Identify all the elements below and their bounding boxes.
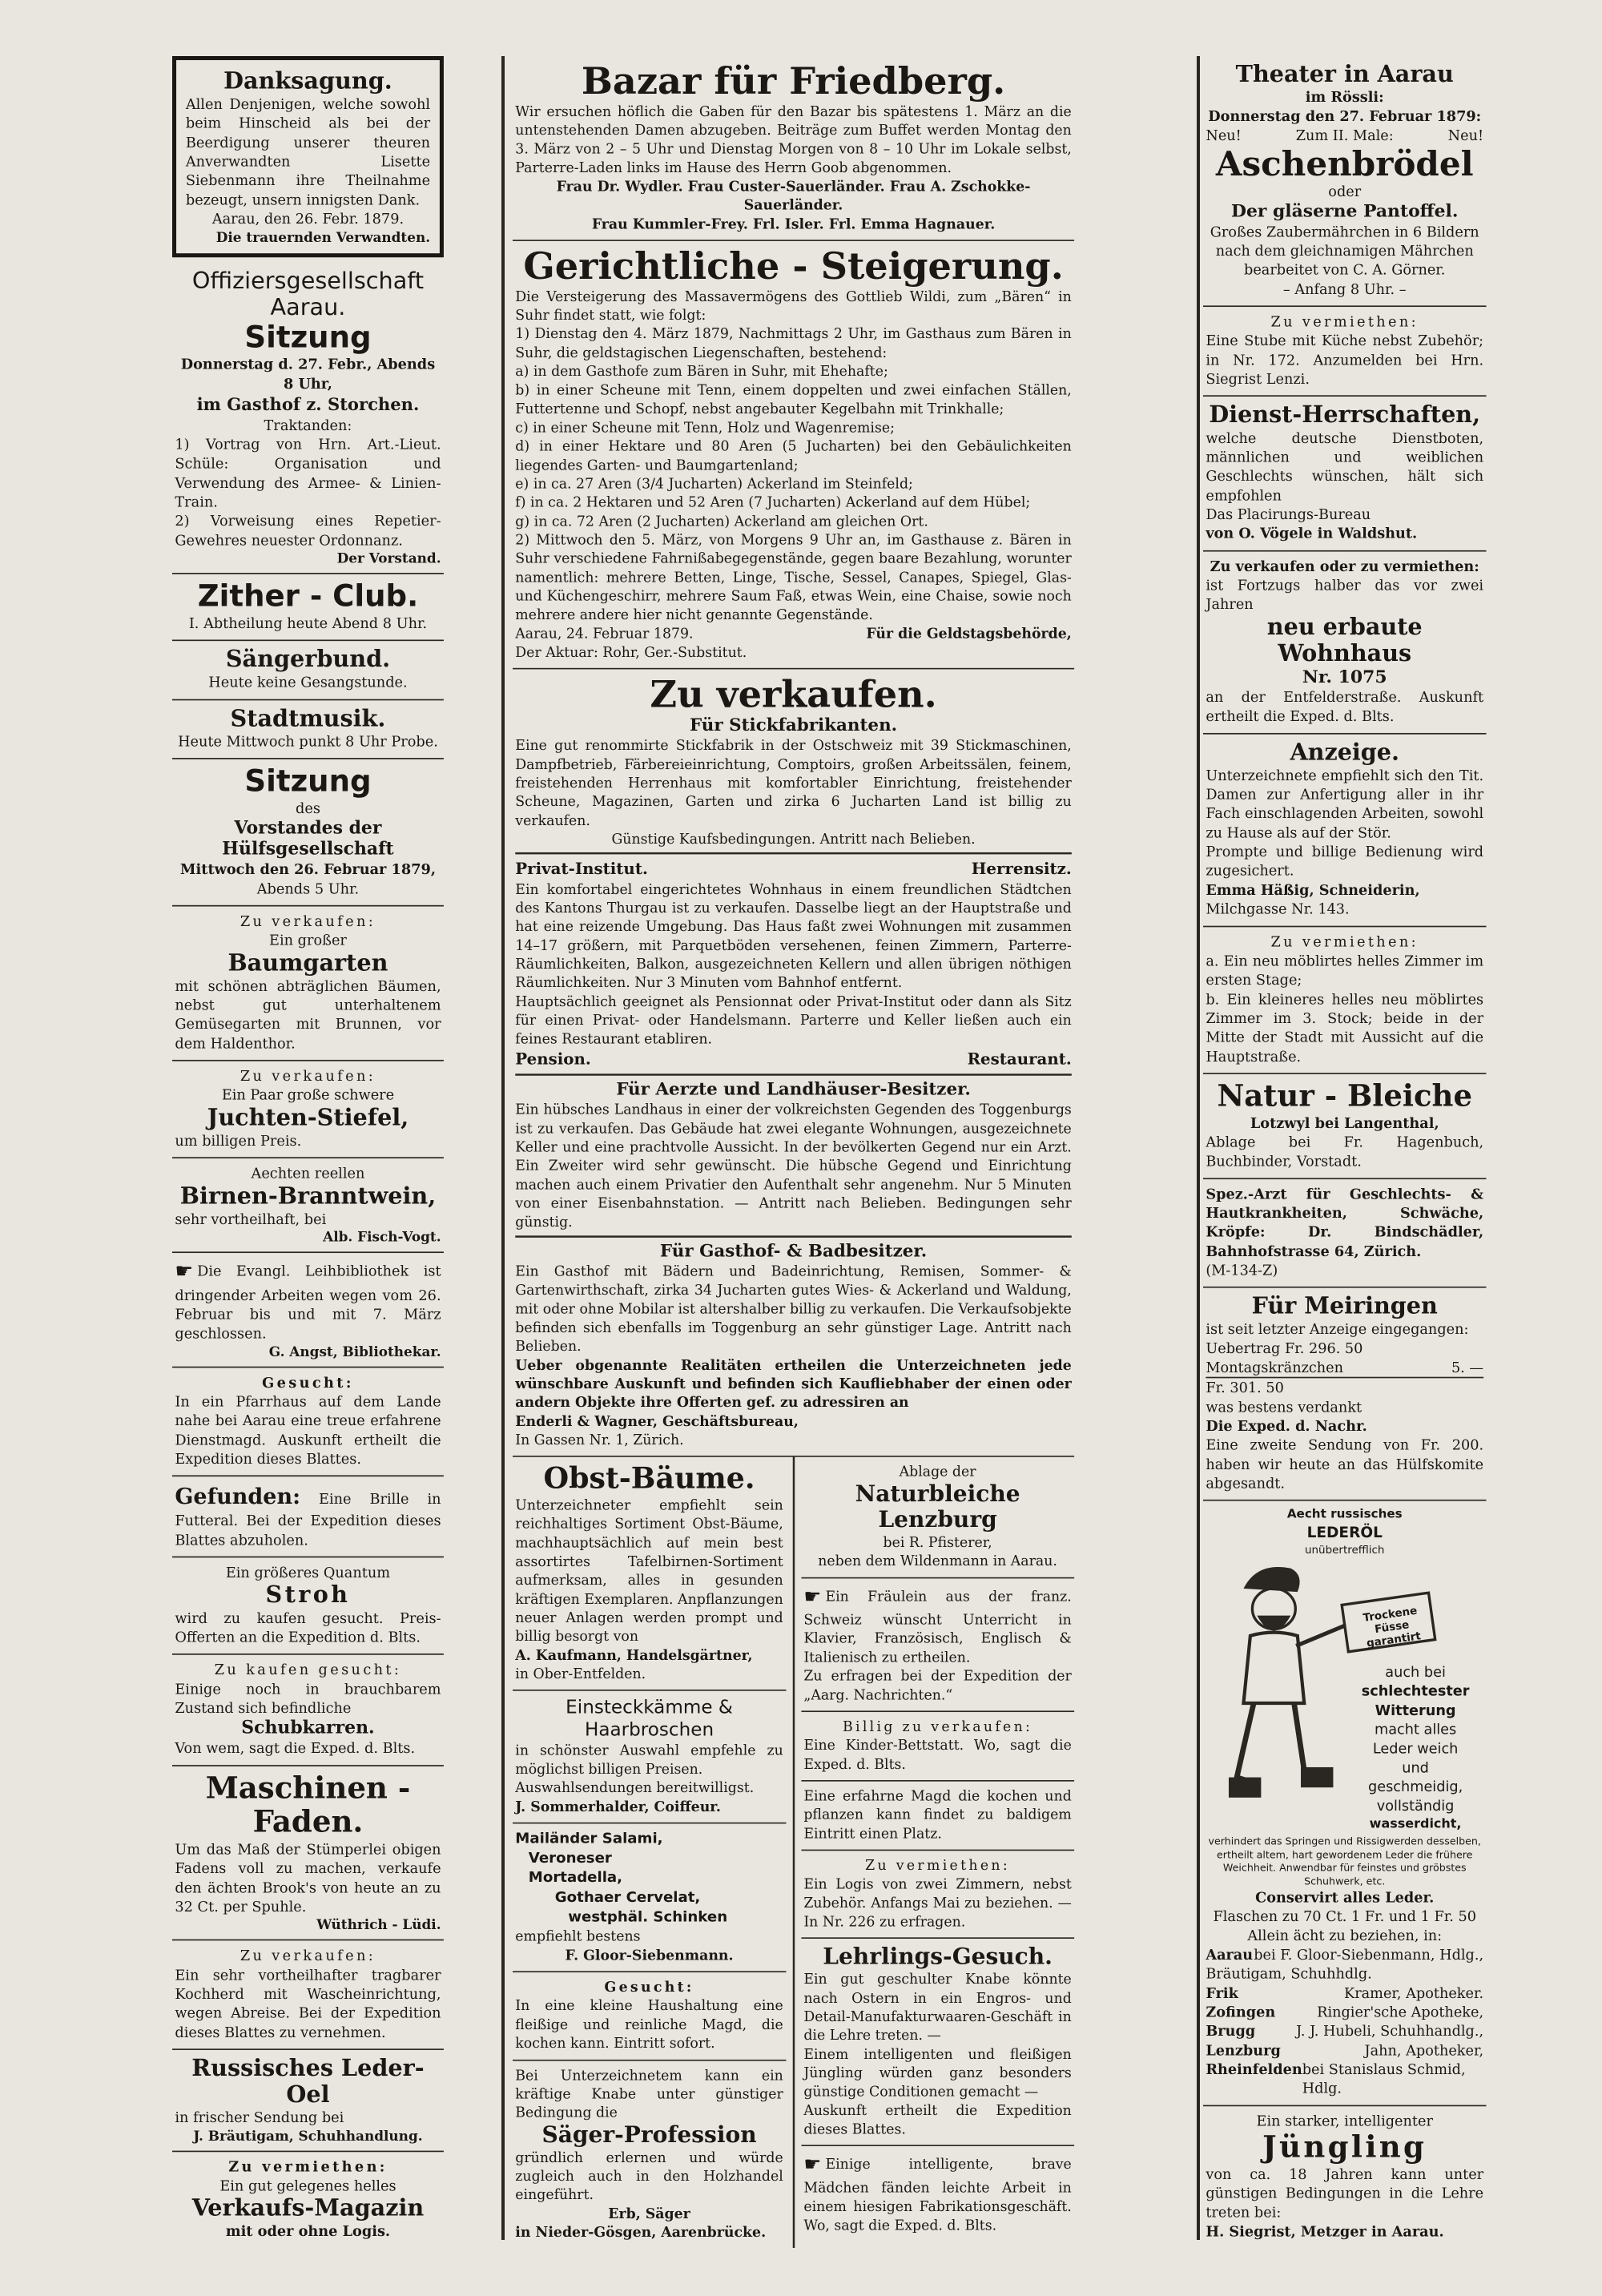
ad-item: g) in ca. 72 Aren (2 Jucharten) Ackerland am gleichen Ort. [515,513,928,530]
ad-text: Eine zweite Sendung von Fr. 200. haben wir heute an das Hülfskomite abgesandt. [1206,1436,1484,1492]
ad-bazar [513,56,1074,241]
ad-text: von ca. 18 Jahren kann unter günstigen Bedingungen in die Lehre treten bei: [1206,2165,1484,2221]
column-left [172,56,444,2248]
ad-text: Bei Unterzeichnetem kann ein kräftige Knabe unter günstiger Bedingung die [515,2067,783,2121]
ad-text: Eine Stube mit Küche nebst Zubehör; in Nr. 172. Anzumelden bei Hrn. Siegrist Lenzi. [1206,332,1484,388]
ad-text: Ein hübsches Landhaus in einer der volkreichsten Gegenden des Toggenburgs ist zu verkaufen. Das Gebäude hat zwei elegante Wohnungen, ausgezeichnete Keller und eine prachtvolle Aussicht. In der bevölkerten Gegend nur ein Arzt. Ein Zweiter wird sehr gewünscht. Die hübsche Gegend und Einrichtung machen auch einem Privatier den Aufenthalt sehr angenehm. Nur 5 Minuten von einer Eisenbahnstation. — Antritt nach Belieben. Bedingungen sehr günstig. [515,1102,1072,1231]
ad-title: Gesucht: [262,1373,354,1391]
ad-title: Lehrlings-Gesuch. [823,1943,1053,1970]
subcolumn-right [795,1457,1074,2248]
dealer-name: J. J. Hubeli, Schuhhandlg., [1296,2023,1484,2040]
ad-baumgarten [172,906,444,1061]
ad-leihbibliothek [172,1253,444,1368]
ad-text: wird zu kaufen gesucht. Preis-Offerten an die Expedition d. Blts. [175,1609,441,1645]
ad-item: d) in einer Hektare und 80 Aren (5 Jucharten) bei den Gebäulichkeiten liegendes Garten- und Baumgartenland; [515,438,1072,473]
ad-kinder-bettstatt [801,1712,1074,1782]
ad-play-title: Aschenbrödel [1215,143,1474,184]
ad-names: Frau Dr. Wydler. Frau Custer-Sauerländer. Frau A. Zschokke-Sauerländer. [556,177,1031,213]
ad-signature: F. Gloor-Siebenmann. [565,1946,734,1964]
ad-signature: in Nieder-Gösgen, Aarenbrücke. [515,2223,767,2241]
ad-anzeige-schneiderin [1203,734,1486,927]
ad-signature: In Gassen Nr. 1, Zürich. [515,1432,684,1448]
ad-text: Zu erfragen bei der Expedition der „Aarg. Nachrichten.“ [803,1667,1072,1703]
ad-text: In ein Pfarrhaus auf dem Lande nahe bei Aarau eine treue erfahrene Dienstmagd. Auskunft ertheilt die Expedition dieses Blattes. [175,1393,441,1468]
ad-signature: Emma Häßig, Schneiderin, [1206,880,1420,898]
ad-when: Donnerstag d. 27. Febr., Abends 8 Uhr, [180,355,436,392]
ad-title: Anzeige. [1290,739,1399,766]
divider [515,852,1072,854]
ad-item: c) in einer Scheune mit Tenn, Holz und Wagenremise; [515,419,895,436]
ad-stadtmusik [172,700,444,759]
ad-text: Auswahlsendungen bereitwilligst. [515,1779,755,1796]
man-with-sign-illustration [1217,1561,1473,1831]
ad-text: Ein großer [269,932,347,949]
ad-text: Allen Denjenigen, welche sowohl beim Hinscheid als bei der Beerdigung unserer theuren Anverwandten Lisette Siebenmann ihre Theilnahme bezeugt, unsern innigsten Dank. [185,95,431,208]
ad-zu-verkaufen-group [513,670,1074,1457]
ad-huelfsgesellschaft [172,759,444,907]
ad-text: neben dem Wildenmann in Aarau. [818,1553,1057,1569]
ad-fuer-meiringen [1203,1288,1486,1501]
ad-when: Mittwoch den 26. Februar 1879, [179,860,436,878]
ad-signature: Milchgasse Nr. 143. [1206,900,1350,917]
ad-text: Neu! [1447,127,1484,144]
ad-stube [1203,307,1486,397]
ad-item: a) in dem Gasthofe zum Bären in Suhr, mit Ehehafte; [515,363,888,380]
ad-title: Gefunden: [175,1483,301,1509]
ad-signature: J. Bräutigam, Schuhhandlung. [193,2127,423,2144]
ad-juchten-stiefel [172,1061,444,1159]
ad-text: Ein Fräulein aus der franz. Schweiz wünscht Unterricht in Klavier, Französisch, Englisch & Italienisch zu ertheilen. [803,1588,1072,1666]
ad-text: Ein gut gelegenes helles [219,2177,396,2194]
ad-item: f) in ca. 2 Hektaren und 52 Aren (7 Jucharten) Ackerland auf dem Hübel; [515,494,1031,510]
ad-item: 2) Mittwoch den 5. März, von Morgens 9 Uhr an, im Gasthause z. Bären in Suhr verschiedene Fahrnißabegegenstände, gegen baare Bezahlung, worunter namentlich: mehrere Betten, Linge, Tische, Sessel, Canapes, Spiegel, Glas- und Küchengeschirr, mehrere Saum Faß, etwas Wein, eine Chaise, sowie noch mehrere andere hier nicht genannte Gegenstände. [515,531,1072,623]
section-title: Pension. [515,1049,591,1069]
ad-label: Traktanden: [264,417,352,434]
ad-title: Natur - Bleiche [1217,1078,1473,1114]
ad-item: Gothaer Cervelat, [554,1889,701,1906]
ad-gefunden [172,1476,444,1557]
ad-item: 1) Dienstag den 4. März 1879, Nachmittags 2 Uhr, im Gasthaus zum Bären in Suhr, die geldstagischen Liegenschaften, bestehend: [515,325,1072,361]
ad-text: ist Fortzugs halber das vor zwei Jahren [1206,577,1484,613]
ad-text: an der Entfelderstraße. Auskunft ertheilt die Exped. d. Blts. [1206,689,1484,725]
ad-lehrlings-gesuch [801,1939,1074,2146]
ad-signature: Enderli & Wagner, Geschäftsbureau, [515,1412,799,1429]
pointing-hand-icon: ☛ [175,1259,194,1283]
ad-text: Ein Gasthof mit Bädern und Badeinrichtung, Remisen, Sommer- & Gartenwirthschaft, zirka 34 Jucharten gutes Wies- & Ackerland und Waldung, mit oder ohne Mobilar ist altershalber billig zu verkaufen. Die Verkaufsobjekte befinden sich ebenfalls im Toggenburg an sehr günstiger Lage. Antritt nach Belieben. [515,1263,1072,1355]
column-rule-1 [501,56,505,2240]
sign-text: Trockene Füsse garantirt [1362,1604,1422,1650]
ad-text: mit schönen abträglichen Bäumen, nebst gut unterhaltenem Gemüsegarten mit Brunnen, vor dem Haldenthor. [175,977,441,1052]
ad-title: Birnen-Branntwein, [179,1182,437,1210]
ad-text: ist seit letzter Anzeige eingegangen: [1206,1321,1469,1338]
ad-saeger-profession [513,2060,786,2248]
section-title: Herrensitz. [971,859,1072,879]
ad-title: Baumgarten [227,949,388,977]
ad-item: b) in einer Scheune mit Tenn, einem doppelten und zwei einfachen Ställen, Futtertenne und Schopf, nebst angebauter Kegelbahn mit Trinkhalle; [515,381,1072,417]
ad-text: Eine erfahrne Magd die kochen und pflanzen kann findet zu baldigem Eintritt einen Platz. [803,1787,1072,1842]
ad-text: sehr vortheilhaft, bei [175,1210,327,1227]
ad-item: a. Ein neu möblirtes helles Zimmer im ersten Stage; [1206,953,1484,989]
ad-signature: Erb, Säger [608,2205,690,2221]
ad-title: Säger-Profession [541,2121,757,2149]
ad-label: Zu vermiethen: [865,1857,1010,1874]
ad-offiziersgesellschaft [172,263,444,574]
ad-title: Jüngling [1262,2129,1427,2165]
ad-text: Eine Kinder-Bettstatt. Wo, sagt die Exped. d. Blts. [803,1737,1072,1772]
ad-text: Allein ächt zu beziehen, in: [1247,1927,1443,1944]
ad-text: oder [1328,183,1362,200]
ad-gerichtliche-steigerung [513,241,1074,670]
ledger-value: 5. — [1451,1359,1484,1376]
ad-label: Zu verkaufen: [239,1948,376,1964]
ad-item: e) in ca. 27 Aren (3/4 Jucharten) Ackerland im Steinfeld; [515,475,913,492]
ad-verkaufs-magazin [172,2152,444,2248]
ad-title: Naturbleiche Lenzburg [855,1480,1020,1533]
ad-text: Eine gut renommirte Stickfabrik in der Ostschweiz mit 39 Stickmaschinen, Dampfbetrieb, Färbereieinrichtung, Comptoirs, großen Arbeitssälen, feinem, freistehenden Herrenhaus mit komfortabler Einrichtung, freistehender Scheune, Magazinen, Garten und zirka 6 Jucharten Land ist billig zu verkaufen. [515,737,1072,828]
ad-text: verhindert das Springen und Rissigwerden desselben, ertheilt altem, hart gewordenem Leder die frühere Weichheit. Anwendbar für feinstes und gröbstes Schuhwerk, etc. [1208,1835,1481,1887]
ad-title: Einsteckkämme & Haarbroschen [566,1696,733,1741]
pointing-hand-icon: ☛ [803,1585,822,1609]
ad-maschinen-faden [172,1766,444,1941]
ad-item: 2) Vorweisung eines Repetier-Gewehres neuester Ordonnanz. [175,513,441,549]
ad-einsteckkaemme [513,1691,786,1823]
dealer-name: bei Stanislaus Schmid, Hdlg. [1302,2060,1466,2097]
column-middle [513,56,1074,2248]
ad-naturbleiche-lenzburg [801,1457,1074,1578]
ad-fraeulein-unterricht [801,1578,1074,1712]
ad-price: Flaschen zu 70 Ct. 1 Fr. und 1 Fr. 50 [1213,1908,1476,1925]
ad-text: Heute Mittwoch punkt 8 Uhr Probe. [178,733,438,750]
ad-text: Unterzeichnete empfiehlt sich den Tit. Damen zur Anfertigung aller in ihr Fach einschlagenden Arbeiten, sowohl zu Hause als auf der Stör. [1206,767,1484,841]
ad-text: schlechtester Witterung [1361,1683,1470,1719]
ad-signature: Der Aktuar: Rohr, Ger.-Substitut. [515,644,747,661]
ad-zither-club [172,574,444,641]
ad-text: Prompte und billige Bedienung wird zugesichert. [1206,844,1484,880]
ad-title: Offiziersgesellschaft Aarau. [191,267,425,321]
ad-title: Russisches Leder-Oel [191,2054,425,2109]
ad-label: Zu vermiethen: [1270,313,1419,330]
ad-text: um billigen Preis. [175,1132,302,1150]
column-rule-2 [1197,56,1200,2240]
ad-text: I. Abtheilung heute Abend 8 Uhr. [188,614,428,632]
ad-title: LEDERÖL [1306,1524,1383,1541]
ad-title: Sängerbund. [225,646,391,673]
ad-text: Ein komfortabel eingerichtetes Wohnhaus in einem freundlichen Städtchen des Kantons Thurgau ist zu verkaufen. Dasselbe liegt an der Hauptstraße und hat eine reizende Umgebung. Das Haus faßt zwei Wohnungen mit zusammen 14–17 größern, mit Parquetböden versehenen, feinen Zimmern, Parterre-Räumlichkeiten, Balkon, ausgezeichneten Kellern und allen übrigen nöthigen Räumlichkeiten. Nur 3 Minuten vom Bahnhof entfernt. [515,880,1072,991]
ad-title: Für Meiringen [1251,1292,1438,1320]
dealer-town: Zofingen [1206,2003,1276,2020]
ad-title: Theater in Aarau [1235,60,1454,88]
ad-text: Ein größeres Quantum [225,1564,391,1581]
ad-title: Zu verkaufen. [650,672,937,717]
ad-place: Aarau, den 26. Febr. 1879. [211,211,405,228]
ad-text: Ein starker, intelligenter [1256,2113,1433,2129]
ad-subtitle: unübertrefflich [1304,1543,1385,1557]
ad-signature: Für die Geldstagsbehörde, [866,625,1072,642]
ad-text: Einige noch in brauchbarem Zustand sich befindliche [175,1681,441,1717]
ad-signature: von O. Vögele in Waldshut. [1206,525,1418,542]
dealer-town: Rheinfelden [1206,2060,1302,2078]
ad-title: Stroh [265,1581,351,1609]
ad-signature: Wüthrich - Lüdi. [316,1916,441,1933]
ad-dienst-herrschaften [1203,397,1486,551]
ad-text: mit oder ohne Logis. [225,2222,391,2240]
ad-text: Ein Paar große schwere [221,1087,395,1104]
ad-text: Wir ersuchen höflich die Gaben für den Bazar bis spätestens 1. März an die untenstehenden Damen abzugeben. Beiträge zum Buffet werden Montag den 3. März von 2 – 5 Uhr und Dienstag Morgen von 8 – 10 Uhr im Lokale selbst, Parterre-Laden links im Hause des Herrn Goob abgenommen. [515,103,1072,175]
ad-text: Einige intelligente, brave Mädchen fänden leichte Arbeit in einem hiesigen Fabrikationsgeschäft. Wo, sagt die Exped. d. Blts. [803,2156,1072,2234]
ad-title: Juchten-Stiefel, [207,1104,409,1132]
ad-signature: Der Vorstand. [336,550,441,566]
ad-theater [1203,56,1486,307]
ad-saengerbund [172,641,444,700]
ad-leder-oel [172,2050,444,2152]
ad-item: b. Ein kleineres helles neu möblirtes Zimmer im 3. Stock; beide in der Mitte der Stadt mit Aussicht auf die Hauptstraße. [1206,990,1484,1065]
ad-location: im Rössli: [1305,88,1384,106]
ad-text: In eine kleine Haushaltung eine fleißige und reinliche Magd, die kochen kann. Eintritt sofort. [515,1997,783,2052]
ad-label: Zu vermiethen: [1270,933,1419,950]
ad-signature: in Ober-Entfelden. [515,1666,646,1682]
divider [515,1073,1072,1075]
ledger-line: Uebertrag Fr. 296. 50 [1206,1339,1363,1357]
ad-signature: H. Siegrist, Metzger in Aarau. [1206,2222,1444,2240]
ad-label: Zu vermiethen: [228,2157,388,2175]
ad-label: Zu verkaufen: [239,1068,376,1085]
ad-title: Danksagung. [223,67,392,95]
section-title: Privat-Institut. [515,859,648,879]
section-title: Für Gasthof- & Badbesitzer. [659,1241,928,1262]
ad-text: Auskunft ertheilt die Expedition dieses Blattes. [803,2102,1072,2137]
ad-gesucht-magd [513,1972,786,2060]
section-title: Restaurant. [967,1049,1072,1069]
ad-natur-bleiche [1203,1074,1486,1179]
section-title: Für Stickfabrikanten. [689,715,898,735]
ad-item: Veroneser [528,1850,612,1867]
ad-salami [513,1823,786,1972]
ad-text: Hauptsächlich geeignet als Pensionnat oder Privat-Institut oder dann als Sitz für einen Privat- oder Handelsmann. Parterre und Keller ließen auch ein feines Restaurant etabliren. [515,993,1072,1047]
ad-text: Unterzeichneter empfiehlt sein reichhaltiges Sortiment Obst-Bäume, machhauptsächlich auf mein best assortirtes Tafelbirnen-Sortiment aufmerksam, alles in gesunden kräftigen Exemplaren. Anpflanzungen neuer Anlagen werden prompt und billig besorgt von [515,1496,783,1645]
ad-logis [801,1851,1074,1939]
ad-wohnhaus [1203,551,1486,734]
pointing-hand-icon: ☛ [803,2153,822,2177]
ad-title: Verkaufs-Magazin [191,2194,425,2222]
ad-text: empfiehlt bestens [515,1928,641,1944]
ad-text: welche deutsche Dienstboten, männlichen und weiblichen Geschlechts wünschen, hält sich empfohlen [1206,429,1484,504]
ad-signature: A. Kaufmann, Handelsgärtner, [515,1646,753,1663]
dealer-town: Lenzburg [1206,2041,1281,2059]
ad-title: Zither - Club. [197,578,419,614]
ad-subtitle: Lotzwyl bei Langenthal, [1250,1114,1439,1131]
ad-item: Mailänder Salami, [515,1830,663,1847]
ad-text: Ablage der [899,1464,976,1480]
ad-label: Zu verkaufen oder zu vermiethen: [1210,557,1479,574]
ad-text: gründlich erlernen und würde zugleich auch in den Holzhandel eingeführt. [515,2149,783,2203]
ad-code: (M-134-Z) [1206,1262,1278,1279]
subcolumn-left [513,1457,795,2248]
ad-text: macht alles Leder weich und geschmeidig, vollständig [1368,1721,1463,1815]
ad-text: was bestens verdankt [1206,1399,1363,1416]
ad-label: Zu verkaufen: [239,912,376,930]
ad-signature: Alb. Fisch-Vogt. [323,1228,441,1245]
ad-number: Nr. 1075 [1302,667,1387,687]
ad-title: neu erbaute Wohnhaus [1266,613,1423,667]
ad-text: Ablage bei Fr. Hagenbuch, Buchbinder, Vorstadt. [1206,1134,1484,1170]
column-right [1203,56,1486,2248]
ad-title: Dienst-Herrschaften, [1209,401,1481,429]
ad-text: Günstige Kaufsbedingungen. Antritt nach Belieben. [611,831,976,848]
ad-item: westphäl. Schinken [568,1908,728,1926]
ad-birnen-branntwein [172,1158,444,1253]
ad-text: Ein Logis von zwei Zimmern, nebst Zubehör. Anfangs Mai zu beziehen. — In Nr. 226 zu erfragen. [803,1875,1072,1930]
ad-title: Bazar für Friedberg. [581,59,1006,103]
ad-names: Frau Kummler-Frey. Frl. Isler. Frl. Emma Hagnauer. [591,215,996,232]
ad-text: Heute keine Gesangstunde. [208,674,408,691]
ad-head: Aecht russisches [1286,1507,1403,1522]
ad-text: des [296,800,320,816]
ad-text: Ueber obgenannte Realitäten ertheilen die Unterzeichneten jede wünschbare Auskunft und befinden sich Kaufliebhaber der einen oder andern Objekte ihre Offerten gef. zu adressiren an [515,1356,1072,1411]
ad-text: Um das Maß der Stümperlei obigen Fadens voll zu machen, verkaufe den ächten Brook's von heute an zu 32 Ct. per Spuhle. [175,1841,441,1915]
ad-description [1358,1663,1473,1833]
ad-title: Stadtmusik. [230,704,386,732]
ad-signature: Die trauernden Verwandten. [215,228,431,245]
ad-title: Vorstandes der Hülfsgesellschaft [222,817,394,860]
ad-kochherd [172,1941,444,2050]
ad-subtitle: Der gläserne Pantoffel. [1230,201,1459,222]
ad-obst-baeume [513,1457,786,1691]
ad-text: Aechten reellen [251,1165,365,1182]
dealer-name: Ringier'sche Apotheke, [1317,2004,1484,2020]
dealer-name: Kramer, Apotheker. [1343,1984,1484,2001]
dealer-name: Bräutigam, Schuhhdlg. [1206,1965,1372,1982]
ad-time: Abends 5 Uhr. [256,880,360,897]
ad-stroh [172,1557,444,1655]
ad-text: Einem intelligenten und fleißigen Jüngling würden ganz besonders günstige Conditionen gemacht — [803,2046,1072,2100]
ad-text: Eine Brille in Futteral. Bei der Expedition dieses Blattes abzuholen. [175,1491,441,1549]
ad-heading: Sitzung [244,763,372,799]
ad-text: auch bei [1385,1664,1446,1681]
ad-spez-arzt [1203,1179,1486,1288]
ad-title: Schubkarren. [241,1718,375,1738]
ad-text: Die Versteigerung des Massavermögens des Gottlieb Wildi, zum „Bären“ in Suhr findet statt, wie folgt: [515,288,1072,324]
ad-text: Ein gut geschulter Knabe könnte nach Ostern in ein Engros- und Detail-Manufakturwaaren-Geschäft in die Lehre treten. — [803,1971,1072,2044]
dealer-town: Frik [1206,1984,1238,2001]
ad-text: Großes Zaubermährchen in 6 Bildern nach dem gleichnamigen Mährchen bearbeitet von C. A. Görner. [1210,224,1479,279]
dealer-name: bei F. Gloor-Siebenmann, Hdlg., [1254,1946,1484,1964]
ad-lederoel [1203,1501,1486,2106]
ad-text: in frischer Sendung bei [175,2109,344,2126]
ad-where: im Gasthof z. Storchen. [196,394,420,414]
ad-text: Ein sehr vortheilhafter tragbarer Kochherd mit Wascheinrichtung, wegen Abreise. Bei der Expedition dieses Blattes zu vernehmen. [175,1967,441,2040]
ad-signature: Die Exped. d. Nachr. [1206,1417,1367,1435]
ad-text: Zum II. Male: [1295,127,1394,144]
dealer-town: Aarau [1206,1946,1254,1964]
ad-item: Mortadella, [528,1869,623,1887]
ad-signature: J. Sommerhalder, Coiffeur. [515,1797,721,1815]
ad-title: Obst-Bäume. [543,1461,755,1496]
ad-maedchen [801,2146,1074,2241]
ad-text: Neu! [1206,127,1242,144]
ad-title: Maschinen - Faden. [205,1770,411,1840]
ad-zimmer [1203,927,1486,1074]
ad-signature: G. Angst, Bibliothekar. [268,1343,441,1359]
ad-time: – Anfang 8 Uhr. – [1282,280,1407,298]
section-title: Für Aerzte und Landhäuser-Besitzer. [616,1079,971,1100]
ad-text: bei R. Pfisterer, [883,1534,992,1550]
ad-title: Gerichtliche - Steigerung. [523,244,1064,288]
ad-juengling [1203,2106,1486,2248]
ad-item: 1) Vortrag von Hrn. Art.-Lieut. Schüle: Organisation und Verwendung des Armee- & Linien-Train. [175,436,441,510]
ad-gesucht-dienstmagd [172,1368,444,1476]
ad-when: Donnerstag den 27. Februar 1879: [1208,107,1482,125]
divider [515,1235,1072,1237]
ad-title: Gesucht: [604,1978,694,1996]
ad-text: wasserdicht, [1369,1816,1462,1831]
ad-heading: Sitzung [244,320,372,355]
ad-signature: Das Placirungs-Bureau [1206,506,1371,523]
ad-text: Die Evangl. Leihbibliothek ist dringender Arbeiten wegen vom 26. Februar bis und mit 7. März geschlossen. [175,1263,441,1342]
ledger-label: Montagskränzchen [1206,1359,1344,1376]
dealer-name: Jahn, Apotheker, [1364,2042,1484,2059]
ad-place: Aarau, 24. Februar 1879. [515,625,694,642]
ad-label: Billig zu verkaufen: [842,1718,1033,1734]
ad-label: Zu kaufen gesucht: [214,1662,402,1678]
ad-text: Spez.-Arzt für Geschlechts- & Hautkrankheiten, Schwäche, Kröpfe: Dr. Bindschädler, Bahnhofstrasse 64, Zürich. [1206,1185,1484,1259]
split-section [513,1457,1074,2248]
ad-text: in schönster Auswahl empfehle zu möglichst billigen Preisen. [515,1742,783,1777]
ad-danksagung [172,56,444,257]
ad-erfahrene-magd [801,1782,1074,1851]
ledger-total: Fr. 301. 50 [1206,1377,1483,1398]
ad-text: Von wem, sagt die Exped. d. Blts. [175,1740,416,1757]
dealer-town: Brugg [1206,2022,1256,2040]
ad-schubkarren [172,1655,444,1766]
ad-text: Conservirt alles Leder. [1255,1888,1435,1906]
